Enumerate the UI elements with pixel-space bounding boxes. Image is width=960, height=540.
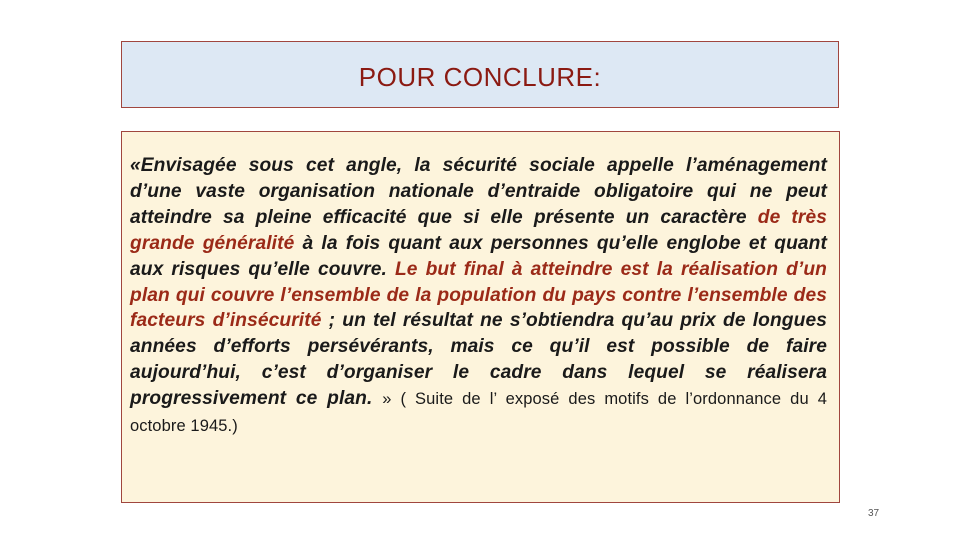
quote-highlight-1: de très grande généralité <box>130 206 828 254</box>
slide-title: POUR CONCLURE: <box>358 62 602 92</box>
quote-reference: » ( Suite de l’ exposé des motifs de l’ordonnance du 4 octobre 1945.) <box>130 390 828 436</box>
page-number: 37 <box>868 508 880 519</box>
quote-box <box>121 131 840 503</box>
quote-highlight-2: Le but final à atteindre est la réalisation d’un plan qui couvre l’ensemble de la population du pays contre l’ensemble des facteurs d’insécurité <box>130 258 827 332</box>
quote-paragraph <box>130 153 827 440</box>
quote-text-part-1: «Envisagée sous cet angle, la sécurité sociale appelle l’aménagement d’une vaste organisation nationale d’entraide obligatoire qui ne peut atteindre sa pleine efficacité que si elle présente un caractère <box>130 155 827 228</box>
title-box <box>121 41 839 108</box>
quote-text-part-2: à la fois quant aux personnes qu’elle englobe et quant aux risques qu’elle couvre. <box>130 232 827 280</box>
quote-text-part-3: ; un tel résultat ne s’obtiendra qu’au prix de longues années d’efforts persévérants, mais ce qu’il est possible de faire aujourd’hui, c’est d’organiser le cadre dans lequel se réalisera progressivement ce plan. <box>130 310 827 410</box>
